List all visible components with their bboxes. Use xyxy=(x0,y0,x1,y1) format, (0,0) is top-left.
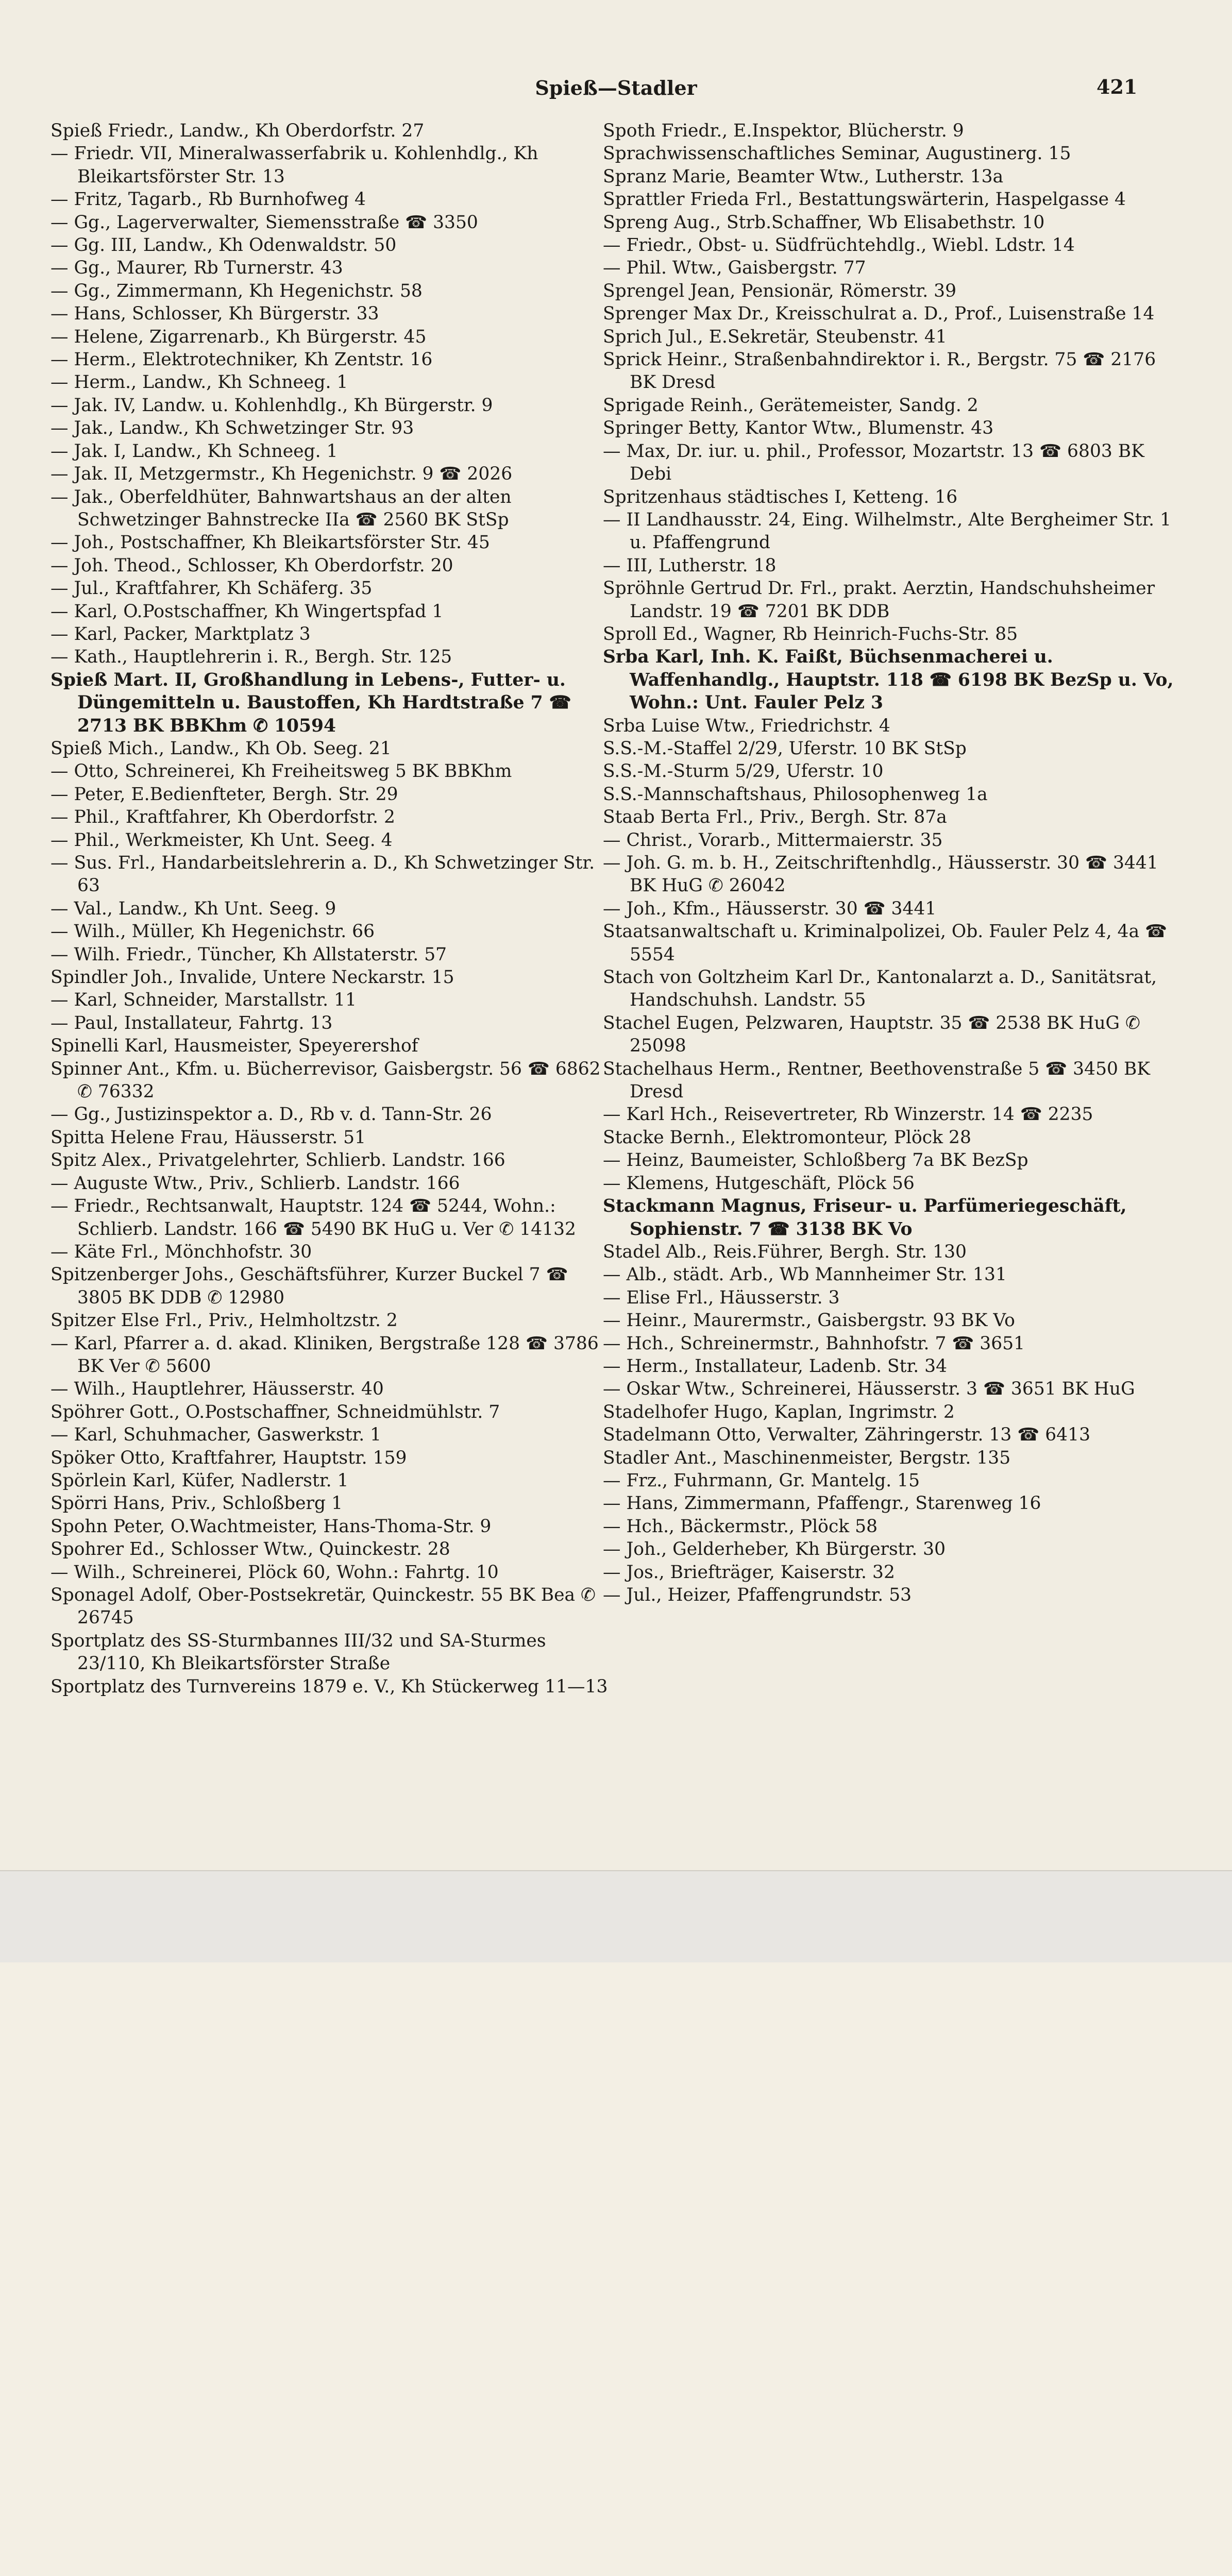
footer-bar xyxy=(0,1870,1232,1962)
directory-entry: — Friedr. VII, Mineralwasserfabrik u. Kohlenhdlg., Kh Bleikartsförster Str. 13 xyxy=(50,143,538,187)
directory-entry: — Phil., Werkmeister, Kh Unt. Seeg. 4 xyxy=(50,829,393,851)
directory-entry: — Jos., Briefträger, Kaiserstr. 32 xyxy=(603,1562,895,1583)
directory-entry: — Jak. IV, Landw. u. Kohlenhdlg., Kh Bürgerstr. 9 xyxy=(50,395,493,416)
directory-entry: — Auguste Wtw., Priv., Schlierb. Landstr. 166 xyxy=(50,1173,460,1194)
right-column xyxy=(603,120,1175,1606)
directory-entry: Sportplatz des SS-Sturmbannes III/32 und SA-Sturmes 23/110, Kh Bleikartsförster Straße xyxy=(50,1630,546,1674)
directory-entry: Spröhnle Gertrud Dr. Frl., prakt. Aerztin, Handschuhsheimer Landstr. 19 ☎ 7201 BK DDB xyxy=(603,578,1155,622)
directory-entry: — Hans, Zimmermann, Pfaffengr., Starenweg 16 xyxy=(603,1493,1041,1514)
directory-entry: Stachelhaus Herm., Rentner, Beethovenstraße 5 ☎ 3450 BK Dresd xyxy=(603,1058,1151,1103)
directory-entry: — Karl, Schneider, Marstallstr. 11 xyxy=(50,990,357,1011)
directory-entry: — Käte Frl., Mönchhofstr. 30 xyxy=(50,1241,312,1262)
directory-entry: — Klemens, Hutgeschäft, Plöck 56 xyxy=(603,1173,915,1194)
directory-entry: — Joh., Kfm., Häusserstr. 30 ☎ 3441 xyxy=(603,898,937,919)
directory-entry: Stacke Bernh., Elektromonteur, Plöck 28 xyxy=(603,1127,971,1148)
directory-entry: — Christ., Vorarb., Mittermaierstr. 35 xyxy=(603,829,943,851)
directory-entry: Spieß Mich., Landw., Kh Ob. Seeg. 21 xyxy=(50,738,392,759)
directory-entry: — Wilh. Friedr., Tüncher, Kh Allstaterstr. 57 xyxy=(50,944,447,965)
directory-entry: — Jak. II, Metzgermstr., Kh Hegenichstr. 9 ☎ 2026 xyxy=(50,464,513,485)
directory-entry: — Paul, Installateur, Fahrtg. 13 xyxy=(50,1012,333,1033)
directory-entry: — Friedr., Rechtsanwalt, Hauptstr. 124 ☎ 5244, Wohn.: Schlierb. Landstr. 166 ☎ 5490 BK HuG u. Ver ✆ 14132 xyxy=(50,1196,577,1240)
directory-entry: Spohn Peter, O.Wachtmeister, Hans-Thoma-Str. 9 xyxy=(50,1516,492,1537)
directory-entry: — Gg. III, Landw., Kh Odenwaldstr. 50 xyxy=(50,235,397,256)
directory-entry: Spörlein Karl, Küfer, Nadlerstr. 1 xyxy=(50,1470,349,1491)
directory-entry: Sproll Ed., Wagner, Rb Heinrich-Fuchs-Str. 85 xyxy=(603,623,1018,645)
directory-entry: — Elise Frl., Häusserstr. 3 xyxy=(603,1287,840,1308)
directory-entry: — II Landhausstr. 24, Eing. Wilhelmstr., Alte Bergheimer Str. 1 u. Pfaffengrund xyxy=(603,509,1172,553)
directory-entry: — Hch., Bäckermstr., Plöck 58 xyxy=(603,1516,878,1537)
directory-entry: Spohrer Ed., Schlosser Wtw., Quinckestr. 28 xyxy=(50,1539,450,1560)
directory-entry: — Hans, Schlosser, Kh Bürgerstr. 33 xyxy=(50,303,379,325)
directory-entry: — Joh., Postschaffner, Kh Bleikartsförster Str. 45 xyxy=(50,532,490,553)
directory-entry: — Gg., Maurer, Rb Turnerstr. 43 xyxy=(50,258,343,279)
directory-entry: Spitzer Else Frl., Priv., Helmholtzstr. 2 xyxy=(50,1310,398,1331)
directory-entry: Sprengel Jean, Pensionär, Römerstr. 39 xyxy=(603,280,957,301)
directory-entry: — Fritz, Tagarb., Rb Burnhofweg 4 xyxy=(50,189,366,210)
directory-entry: — Jak., Oberfeldhüter, Bahnwartshaus an der alten Schwetzinger Bahnstrecke IIa ☎ 2560 BK StSp xyxy=(50,486,512,530)
page-number: 421 xyxy=(1096,75,1138,98)
directory-entry: Spitzenberger Johs., Geschäftsführer, Kurzer Buckel 7 ☎ 3805 BK DDB ✆ 12980 xyxy=(50,1264,568,1308)
directory-entry: — Hch., Schreinermstr., Bahnhofstr. 7 ☎ 3651 xyxy=(603,1333,1025,1354)
directory-entry: Stadel Alb., Reis.Führer, Bergh. Str. 130 xyxy=(603,1241,967,1262)
directory-entry: S.S.-Mannschaftshaus, Philosophenweg 1a xyxy=(603,784,988,805)
directory-entry: — Peter, E.Bedienfteter, Bergh. Str. 29 xyxy=(50,784,398,805)
directory-entry: Stadelmann Otto, Verwalter, Zähringerstr. 13 ☎ 6413 xyxy=(603,1425,1091,1446)
directory-entry: — Jul., Kraftfahrer, Kh Schäferg. 35 xyxy=(50,578,373,599)
directory-entry: Sprattler Frieda Frl., Bestattungswärterin, Haspelgasse 4 xyxy=(603,189,1126,210)
directory-entry: — Joh., Gelderheber, Kh Bürgerstr. 30 xyxy=(603,1539,946,1560)
directory-entry: — Herm., Landw., Kh Schneeg. 1 xyxy=(50,372,348,393)
directory-entry: Sprick Heinr., Straßenbahndirektor i. R., Bergstr. 75 ☎ 2176 BK Dresd xyxy=(603,349,1156,393)
directory-entry: Spieß Mart. II, Großhandlung in Lebens-, Futter- u. Düngemitteln u. Baustoffen, Kh Hardtstraße 7 ☎ 2713 BK BBKhm ✆ 10594 xyxy=(50,669,571,736)
left-column xyxy=(50,120,615,1698)
directory-entry: — Karl, Pfarrer a. d. akad. Kliniken, Bergstraße 128 ☎ 3786 BK Ver ✆ 5600 xyxy=(50,1333,599,1377)
directory-entry: — Joh. Theod., Schlosser, Kh Oberdorfstr. 20 xyxy=(50,555,453,576)
directory-entry: Stachel Eugen, Pelzwaren, Hauptstr. 35 ☎ 2538 BK HuG ✆ 25098 xyxy=(603,1012,1140,1057)
directory-entry: — Val., Landw., Kh Unt. Seeg. 9 xyxy=(50,898,336,919)
directory-entry: Spinelli Karl, Hausmeister, Speyerershof xyxy=(50,1036,418,1057)
directory-entry: S.S.-M.-Staffel 2/29, Uferstr. 10 BK StSp xyxy=(603,738,967,759)
directory-entry: — Gg., Justizinspektor a. D., Rb v. d. Tann-Str. 26 xyxy=(50,1104,492,1125)
directory-entry: — Herm., Installateur, Ladenb. Str. 34 xyxy=(603,1355,948,1377)
directory-entry: — Karl Hch., Reisevertreter, Rb Winzerstr. 14 ☎ 2235 xyxy=(603,1104,1093,1125)
directory-entry: Spinner Ant., Kfm. u. Bücherrevisor, Gaisbergstr. 56 ☎ 6862 ✆ 76332 xyxy=(50,1058,601,1103)
directory-entry: — Heinz, Baumeister, Schloßberg 7a BK BezSp xyxy=(603,1150,1028,1171)
directory-entry: — Wilh., Müller, Kh Hegenichstr. 66 xyxy=(50,921,375,942)
directory-entry: — Karl, Schuhmacher, Gaswerkstr. 1 xyxy=(50,1425,382,1446)
directory-entry: — Frz., Fuhrmann, Gr. Mantelg. 15 xyxy=(603,1470,920,1491)
directory-entry: — Wilh., Schreinerei, Plöck 60, Wohn.: Fahrtg. 10 xyxy=(50,1562,499,1583)
directory-entry: — Jak., Landw., Kh Schwetzinger Str. 93 xyxy=(50,418,414,439)
directory-entry: — Max, Dr. iur. u. phil., Professor, Mozartstr. 13 ☎ 6803 BK Debi xyxy=(603,440,1144,485)
directory-entry: Spritzenhaus städtisches I, Ketteng. 16 xyxy=(603,486,958,507)
directory-entry: Spieß Friedr., Landw., Kh Oberdorfstr. 27 xyxy=(50,121,425,141)
directory-entry: Spreng Aug., Strb.Schaffner, Wb Elisabethstr. 10 xyxy=(603,212,1045,233)
directory-entry: Spitta Helene Frau, Häusserstr. 51 xyxy=(50,1127,366,1148)
directory-entry: — Kath., Hauptlehrerin i. R., Bergh. Str. 125 xyxy=(50,647,452,668)
directory-entry: — Gg., Zimmermann, Kh Hegenichstr. 58 xyxy=(50,280,423,301)
directory-entry: — Wilh., Hauptlehrer, Häusserstr. 40 xyxy=(50,1379,384,1400)
directory-entry: Spöhrer Gott., O.Postschaffner, Schneidmühlstr. 7 xyxy=(50,1401,500,1422)
directory-entry: — Phil. Wtw., Gaisbergstr. 77 xyxy=(603,258,866,279)
directory-entry: Spranz Marie, Beamter Wtw., Lutherstr. 13a xyxy=(603,166,1004,187)
directory-entry: Sprenger Max Dr., Kreisschulrat a. D., Prof., Luisenstraße 14 xyxy=(603,303,1155,325)
directory-entry: — Alb., städt. Arb., Wb Mannheimer Str. 131 xyxy=(603,1264,1007,1285)
directory-entry: Staatsanwaltschaft u. Kriminalpolizei, Ob. Fauler Pelz 4, 4a ☎ 5554 xyxy=(603,921,1168,965)
directory-entry: Sprigade Reinh., Gerätemeister, Sandg. 2 xyxy=(603,395,978,416)
directory-entry: — Herm., Elektrotechniker, Kh Zentstr. 16 xyxy=(50,349,433,370)
directory-entry: Spindler Joh., Invalide, Untere Neckarstr. 15 xyxy=(50,967,454,988)
directory-entry: Spoth Friedr., E.Inspektor, Blücherstr. 9 xyxy=(603,121,964,141)
directory-entry: — Helene, Zigarrenarb., Kh Bürgerstr. 45 xyxy=(50,326,427,347)
directory-entry: Staab Berta Frl., Priv., Bergh. Str. 87a xyxy=(603,807,947,828)
directory-entry: — Friedr., Obst- u. Südfrüchtehdlg., Wiebl. Ldstr. 14 xyxy=(603,235,1075,256)
directory-entry: Springer Betty, Kantor Wtw., Blumenstr. 43 xyxy=(603,418,994,439)
directory-entry: — Karl, O.Postschaffner, Kh Wingertspfad 1 xyxy=(50,601,444,622)
directory-entry: — Otto, Schreinerei, Kh Freiheitsweg 5 BK BBKhm xyxy=(50,761,512,782)
directory-entry: — Joh. G. m. b. H., Zeitschriftenhdlg., Häusserstr. 30 ☎ 3441 BK HuG ✆ 26042 xyxy=(603,853,1158,896)
directory-entry: — Karl, Packer, Marktplatz 3 xyxy=(50,623,311,645)
directory-entry: Stadler Ant., Maschinenmeister, Bergstr. 135 xyxy=(603,1447,1011,1468)
directory-entry: Sponagel Adolf, Ober-Postsekretär, Quinckestr. 55 BK Bea ✆ 26745 xyxy=(50,1585,596,1629)
directory-entry: Srba Karl, Inh. K. Faißt, Büchsenmacherei u. Waffenhandlg., Hauptstr. 118 ☎ 6198 BK BezSp u. Vo, Wohn.: Unt. Fauler Pelz 3 xyxy=(603,647,1174,714)
directory-entry: Spitz Alex., Privatgelehrter, Schlierb. Landstr. 166 xyxy=(50,1150,505,1171)
directory-entry: — III, Lutherstr. 18 xyxy=(603,555,777,576)
directory-entry: — Jul., Heizer, Pfaffengrundstr. 53 xyxy=(603,1585,912,1605)
directory-entry: Stadelhofer Hugo, Kaplan, Ingrimstr. 2 xyxy=(603,1401,955,1422)
directory-entry: Srba Luise Wtw., Friedrichstr. 4 xyxy=(603,715,890,736)
directory-entry: — Phil., Kraftfahrer, Kh Oberdorfstr. 2 xyxy=(50,807,395,828)
directory-entry: Sprich Jul., E.Sekretär, Steubenstr. 41 xyxy=(603,326,947,347)
directory-entry: — Sus. Frl., Handarbeitslehrerin a. D., Kh Schwetzinger Str. 63 xyxy=(50,853,595,896)
directory-entry: — Gg., Lagerverwalter, Siemensstraße ☎ 3350 xyxy=(50,212,478,233)
directory-entry: — Heinr., Maurermstr., Gaisbergstr. 93 BK Vo xyxy=(603,1310,1015,1331)
directory-entry: — Oskar Wtw., Schreinerei, Häusserstr. 3 ☎ 3651 BK HuG xyxy=(603,1379,1135,1400)
directory-entry: Stach von Goltzheim Karl Dr., Kantonalarzt a. D., Sanitätsrat, Handschuhsh. Landstr. 55 xyxy=(603,967,1157,1011)
directory-entry: Spörri Hans, Priv., Schloßberg 1 xyxy=(50,1493,343,1514)
directory-entry: Spöker Otto, Kraftfahrer, Hauptstr. 159 xyxy=(50,1447,407,1468)
page-title: Spieß—Stadler xyxy=(535,76,697,99)
directory-entry: Sportplatz des Turnvereins 1879 e. V., Kh Stückerweg 11—13 xyxy=(50,1676,608,1697)
directory-entry: Sprachwissenschaftliches Seminar, Augustinerg. 15 xyxy=(603,143,1071,164)
directory-entry: — Jak. I, Landw., Kh Schneeg. 1 xyxy=(50,440,338,462)
directory-entry: S.S.-M.-Sturm 5/29, Uferstr. 10 xyxy=(603,761,884,782)
directory-entry: Stackmann Magnus, Friseur- u. Parfümeriegeschäft, Sophienstr. 7 ☎ 3138 BK Vo xyxy=(603,1196,1127,1240)
